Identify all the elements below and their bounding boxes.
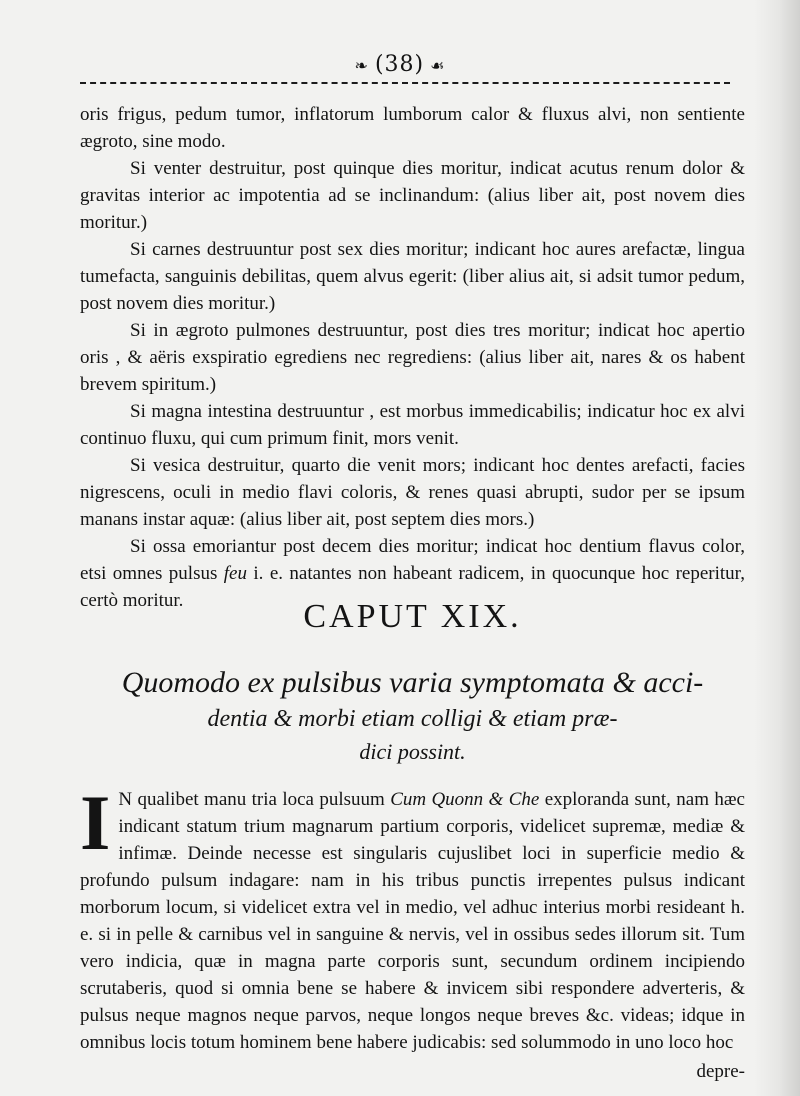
paragraph-pulmones: Si in ægroto pulmones destruuntur, post dies tres moritur; indicat hoc apertio oris , & aëris exspiratio egrediens nec regrediens: (alius liber ait, nares & os habent brevem spiritum.) xyxy=(80,320,745,395)
drop-cap: I xyxy=(80,779,111,866)
page-header xyxy=(0,52,800,77)
chapter-subtitle xyxy=(80,664,745,766)
text-block-upper xyxy=(80,101,745,614)
header-rule xyxy=(80,82,730,84)
page-gutter-shadow xyxy=(754,0,800,1096)
paragraph-vesica: Si vesica destruitur, quarto die venit mors; indicant hoc dentes arefacti, facies nigrescens, oculi in medio flavi coloris, & renes quasi abrupti, sudor per se ipsum manans instar aquæ: (alius liber ait, post septem dies mors.) xyxy=(80,455,745,530)
paragraph-intestina: Si magna intestina destruuntur , est morbus immedicabilis; indicatur hoc ex alvi continuo fluxu, qui cum primum finit, mors venit. xyxy=(80,401,745,449)
text-block-lower xyxy=(80,779,745,1056)
subtitle-line-3: dici possint. xyxy=(359,739,466,764)
ossa-italic: feu xyxy=(223,563,247,584)
paragraph-venter: Si venter destruitur, post quinque dies moritur, indicat acutus renum dolor & gravitas interior ac impotentia ad se inclinandum: (alius liber ait, post novem dies moritur.) xyxy=(80,158,745,233)
paragraph-continued: oris frigus, pedum tumor, inflatorum lumborum calor & fluxus alvi, non sentiente ægroto, sine modo. xyxy=(80,104,745,152)
pulses-italic: Cum Quonn & Che xyxy=(390,789,540,810)
ornament-right-icon: ☙ xyxy=(430,55,446,75)
ossa-text-a: Si ossa emoriantur post decem dies moritur; indicat hoc dentium flavus color, etsi omnes pulsus xyxy=(80,536,745,584)
subtitle-line-2: dentia & morbi etiam colligi & etiam præ- xyxy=(207,706,618,732)
ornament-left-icon: ❧ xyxy=(354,55,369,75)
catchword: depre- xyxy=(696,1061,745,1082)
pulses-text-b: exploranda sunt, nam hæc indicant statum trium magnarum partium corporis, videlicet supremæ, mediæ & infimæ. Deinde necesse est singularis cujuslibet loci in superficie medio & profundo pulsum indagare: nam in his tribus punctis irrepentes pulsus indicant morborum locum, si videlicet extra vel in medio, vel adhuc interius morbi resideant h. e. si in pelle & carnibus vel in sanguine & nervis, vel in ossibus sedes illorum sit. Tum vero indicia, quæ in magna parte corporis sunt, secundum ordinem incipiendo scrutaberis, quod si omnia bene se habere & invicem sibi respondere adverteris, & pulsus neque magnos neque parvos, neque longos neque breves &c. videas; idque in omnibus locis totum hominem bene habere judicabis: sed solummodo in uno loco hoc xyxy=(80,789,745,1053)
page-number: (38) xyxy=(374,52,425,77)
chapter-title: CAPUT XIX. xyxy=(303,598,522,635)
subtitle-line-1: Quomodo ex pulsibus varia symptomata & acci- xyxy=(121,666,704,699)
paragraph-carnes: Si carnes destruuntur post sex dies moritur; indicant hoc aures arefactæ, lingua tumefacta, sanguinis debilitas, quem alvus egerit: (liber alius ait, si adsit tumor pedum, post novem dies moritur.) xyxy=(80,239,745,314)
pulses-text-a: N qualibet manu tria loca pulsuum xyxy=(118,789,391,810)
paragraph-pulses xyxy=(80,779,745,1056)
ossa-text-b: i. e. natantes non habeant radicem, in quocunque hoc reperitur, certò moritur. xyxy=(80,563,745,611)
